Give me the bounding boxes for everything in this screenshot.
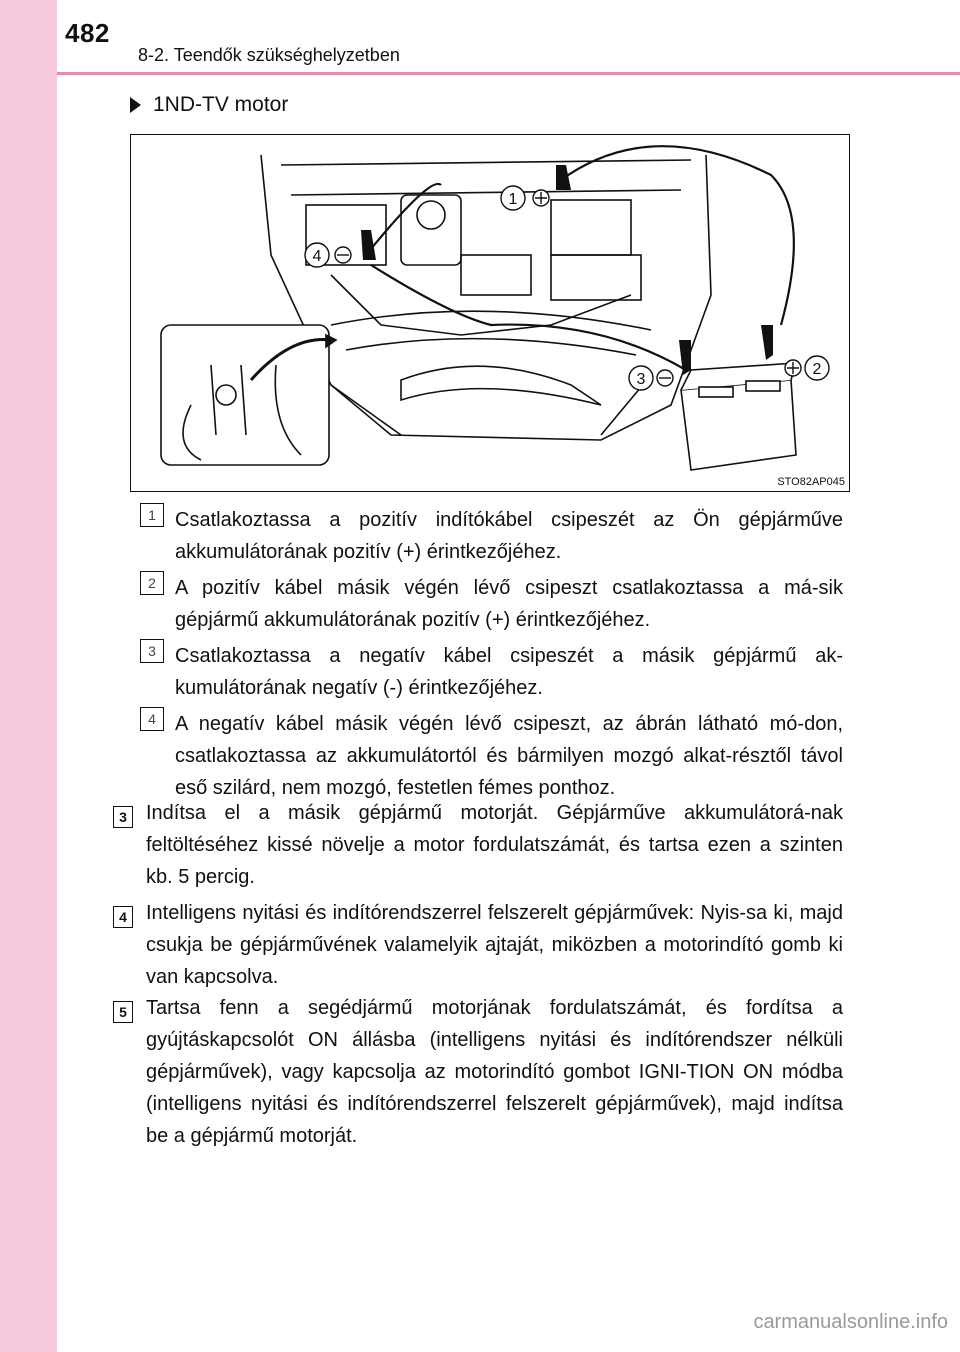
callout-3: 3 bbox=[636, 371, 646, 388]
callout-2: 2 bbox=[812, 361, 822, 378]
step-number-badge: 2 bbox=[140, 571, 164, 595]
side-color-bar bbox=[0, 0, 57, 1352]
section-header-title: 8-2. Teendők szükséghelyzetben bbox=[138, 45, 400, 65]
step-text: A negatív kábel másik végén lévő csipeszt, az ábrán látható mó-don, csatlakoztassa az akkumulátortól és bármilyen mozgó alkat-résztől távol eső szilárd, nem mozgó, festetlen fémes ponthoz. bbox=[175, 713, 843, 799]
main-step-text: Indítsa el a másik gépjármű motorját. Gépjárműve akkumulátorá-nak feltöltéséhez kissé növelje a motor fordulatszámát, és tartsa ezen a szinten kb. 5 percig. bbox=[146, 802, 843, 888]
section-heading bbox=[130, 93, 288, 117]
watermark: carmanualsonline.info bbox=[753, 1311, 948, 1333]
step-number-badge: 3 bbox=[140, 639, 164, 663]
triangle-bullet-icon bbox=[130, 97, 141, 113]
main-step-number: 5 bbox=[113, 1001, 133, 1023]
step-text: Csatlakoztassa a pozitív indítókábel csipeszét az Ön gépjárműve akkumulátorának pozitív (+) érintkezőjéhez. bbox=[175, 509, 843, 563]
callout-1: 1 bbox=[508, 191, 518, 208]
page-number: 482 bbox=[65, 18, 110, 48]
engine-jump-start-figure bbox=[130, 134, 850, 492]
step-text: A pozitív kábel másik végén lévő csipeszt csatlakoztassa a má-sik gépjármű akkumulátorának pozitív (+) érintkezőjéhez. bbox=[175, 577, 843, 631]
figure-code: STO82AP045 bbox=[777, 476, 845, 488]
section-heading-text: 1ND-TV motor bbox=[153, 93, 289, 116]
main-step-number: 4 bbox=[113, 906, 133, 928]
step-number-badge: 1 bbox=[140, 503, 164, 527]
main-step-number: 3 bbox=[113, 806, 133, 828]
main-step-text: Intelligens nyitási és indítórendszerrel felszerelt gépjárművek: Nyis-sa ki, majd csukja be gépjárművének valamelyik ajtaját, miközben a motorindító gomb ki van kapcsolva. bbox=[146, 902, 843, 988]
step-text: Csatlakoztassa a negatív kábel csipeszét a másik gépjármű ak-kumulátorának negatív (-) érintkezőjéhez. bbox=[175, 645, 843, 699]
header-divider bbox=[57, 72, 960, 75]
main-step-text: Tartsa fenn a segédjármű motorjának fordulatszámát, és fordítsa a gyújtáskapcsolót ON állásba (intelligens nyitási és indítórendszer nélküli gépjárművek), vagy kapcsolja az motorindító gombot IGNI-TION ON módba (intelligens nyitási és indítórendszerrel felszerelt gépjárművek), majd indítsa be a gépjármű motorját. bbox=[146, 997, 843, 1147]
callout-4: 4 bbox=[312, 248, 322, 265]
step-number-badge: 4 bbox=[140, 707, 164, 731]
engine-bay-illustration bbox=[131, 135, 850, 492]
